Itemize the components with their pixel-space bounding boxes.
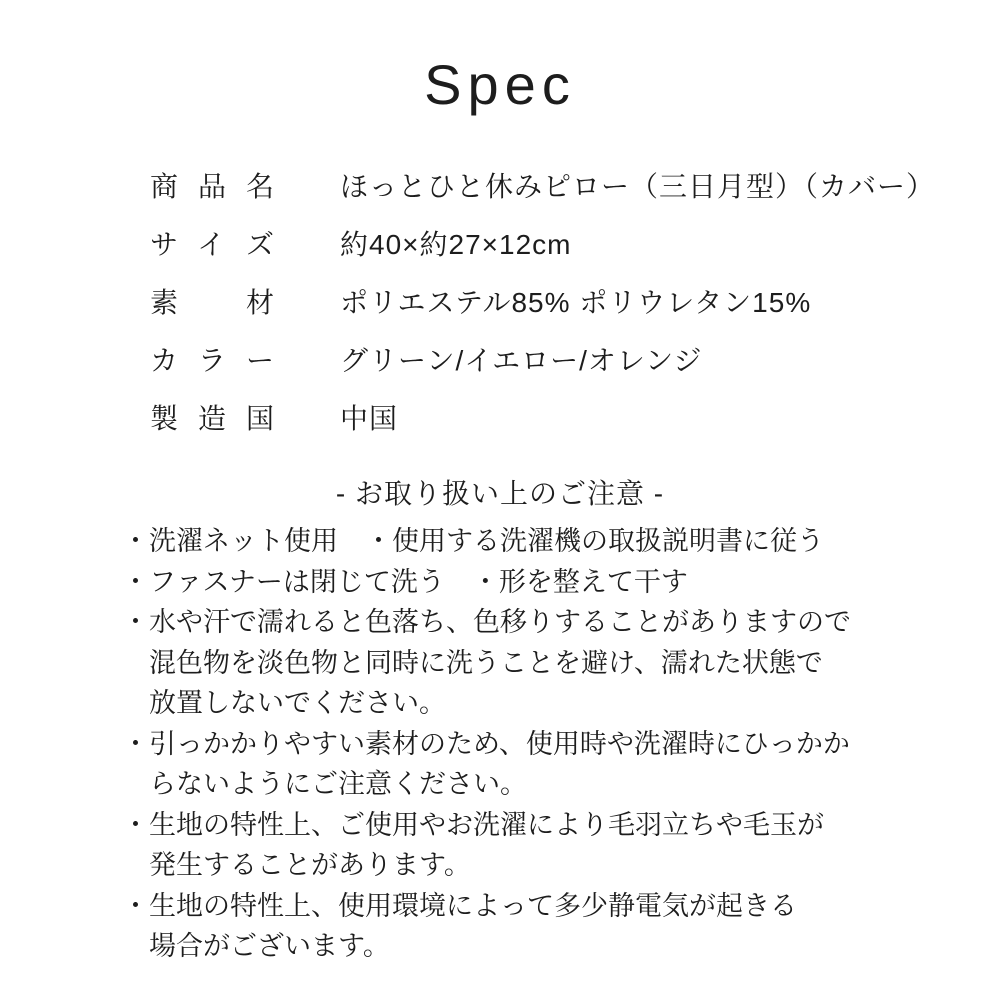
notice-line: らないようにご注意ください。: [149, 769, 527, 799]
spec-table: [150, 156, 936, 446]
spec-row: [150, 214, 930, 272]
notice-line: 混色物を淡色物と同時に洗うことを避け、濡れた状態で: [149, 647, 823, 678]
notice-line: 発生することがあります。: [149, 850, 471, 880]
spec-row: [150, 272, 930, 330]
spec-row: [150, 330, 930, 388]
notice-heading: - お取り扱い上のご注意 -: [335, 478, 665, 509]
notice-line: ・引っかかりやすい素材のため、使用時や洗濯時にひっかか: [122, 728, 850, 759]
spec-value: ほっとひと休みピロー（三日月型）（カバー）: [340, 171, 936, 202]
spec-row: [150, 156, 936, 214]
spec-row: [150, 388, 930, 446]
notice-line: ・生地の特性上、使用環境によって多少静電気が起きる: [122, 890, 797, 921]
spec-value: ポリエステル85% ポリウレタン15%: [340, 287, 812, 318]
notice-line: 放置しないでください。: [149, 688, 446, 718]
spec-value: 中国: [340, 403, 399, 434]
spec-value: 約40×約27×12cm: [340, 229, 572, 260]
spec-label: サイズ: [150, 229, 274, 260]
notice-line: 場合がございます。: [149, 931, 390, 961]
spec-label: 製造国: [150, 403, 274, 434]
notice-line: ・水や汗で濡れると色落ち、色移りすることがありますので: [122, 607, 851, 637]
notice-list: [122, 521, 960, 967]
spec-value: グリーン/イエロー/オレンジ: [340, 345, 703, 376]
notice-line: ・洗濯ネット使用 ・使用する洗濯機の取扱説明書に従う: [122, 526, 824, 556]
spec-label: カラー: [150, 345, 274, 376]
spec-label: 素材: [150, 287, 274, 318]
notice-line: ・ファスナーは閉じて洗う ・形を整えて干す: [122, 566, 688, 597]
page-title: Spec: [424, 53, 576, 116]
spec-label: 商品名: [150, 171, 274, 202]
notice-line: ・生地の特性上、ご使用やお洗濯により毛羽立ちや毛玉が: [122, 809, 824, 840]
